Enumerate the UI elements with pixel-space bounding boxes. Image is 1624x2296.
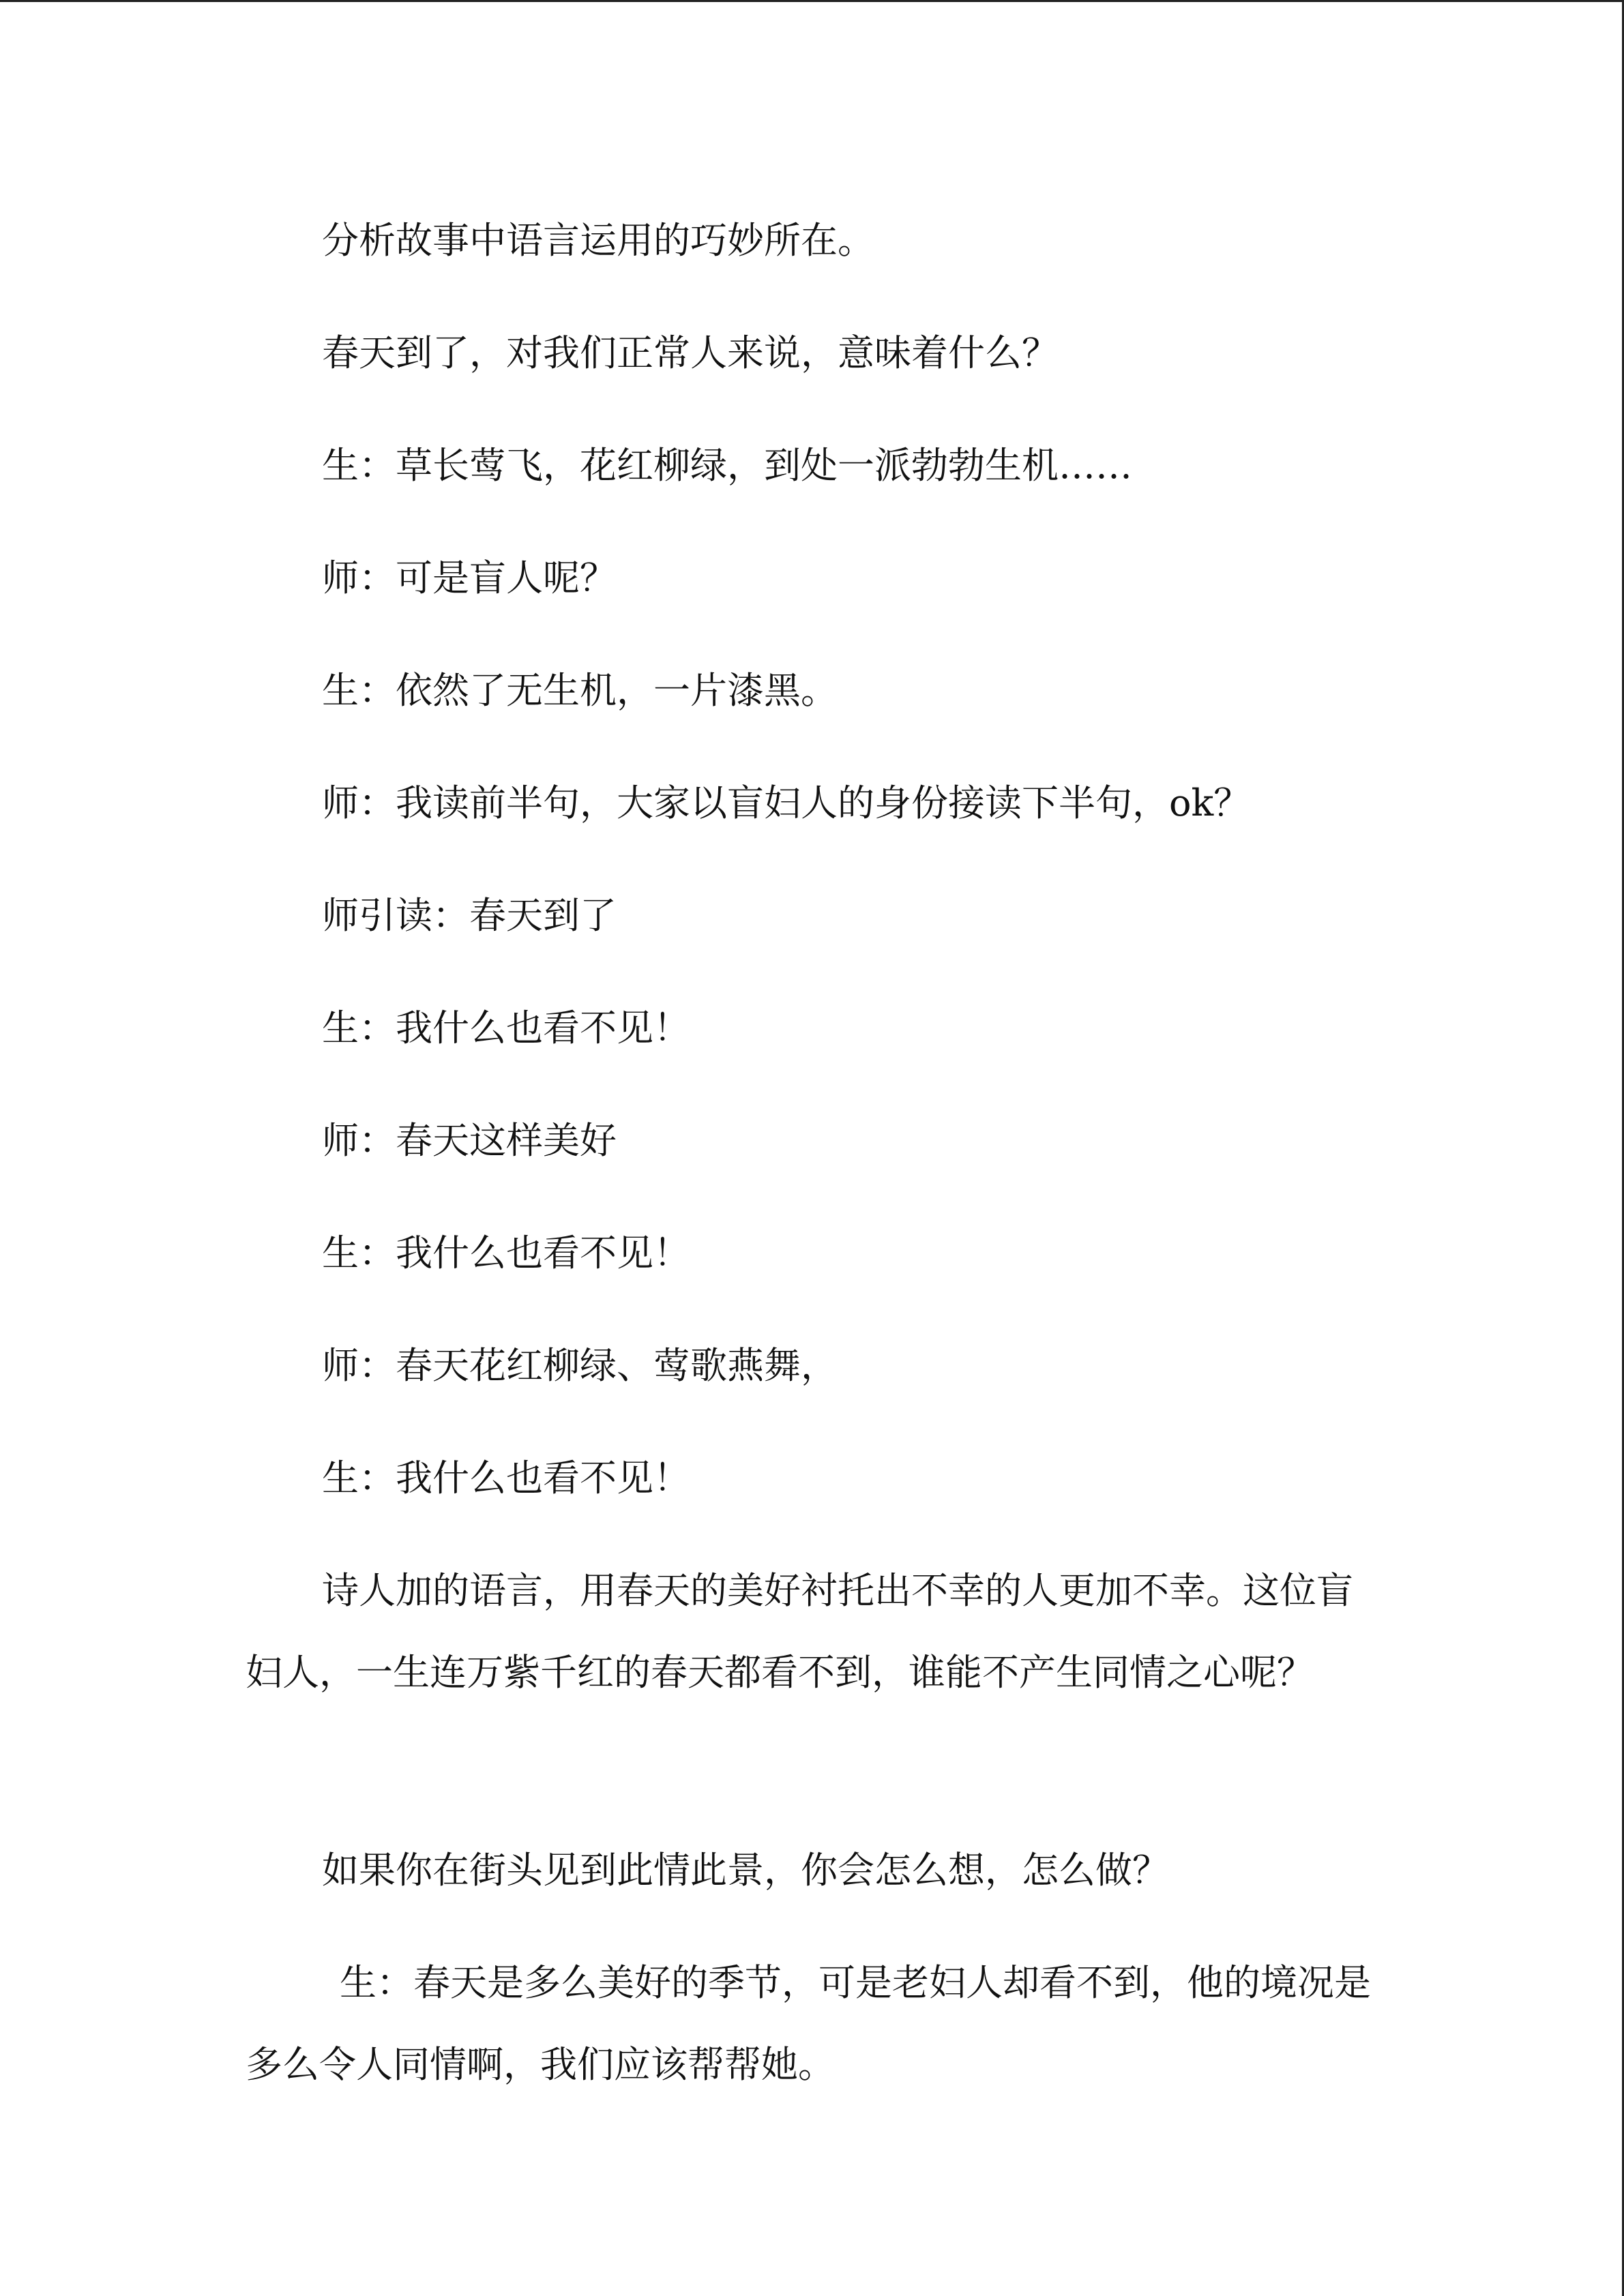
paragraph-6: 师：我读前半句，大家以盲妇人的身份接读下半句，ok？	[322, 781, 1251, 824]
paragraph-9: 师：春天这样美好	[322, 1119, 617, 1162]
paragraph-12: 生：我什么也看不见！	[322, 1457, 690, 1500]
paragraph-3: 生：草长莺飞，花红柳绿，到处一派勃勃生机……	[322, 444, 1132, 487]
paragraph-7: 师引读：春天到了	[322, 894, 617, 937]
paragraph-15: 生：春天是多么美好的季节，可是老妇人却看不到，他的境况是多么令人同情啊，我们应该帮帮她。	[246, 1961, 1371, 2086]
paragraph-13: 诗人加的语言，用春天的美好衬托出不幸的人更加不幸。这位盲妇人，一生连万紫千红的春天都看不到，谁能不产生同情之心呢？	[246, 1569, 1353, 1694]
paragraph-4: 师：可是盲人呢？	[322, 556, 617, 599]
paragraph-14: 如果你在街头见到此情此景，你会怎么想，怎么做？	[322, 1849, 1169, 1892]
paragraph-2: 春天到了，对我们正常人来说，意味着什么？	[322, 331, 1059, 374]
paragraph-11: 师：春天花红柳绿、莺歌燕舞，	[322, 1344, 838, 1387]
paragraph-8: 生：我什么也看不见！	[322, 1007, 690, 1049]
paragraph-10: 生：我什么也看不见！	[322, 1232, 690, 1274]
paragraph-5: 生：依然了无生机，一片漆黑。	[322, 669, 838, 712]
paragraph-1: 分析故事中语言运用的巧妙所在。	[322, 219, 874, 262]
